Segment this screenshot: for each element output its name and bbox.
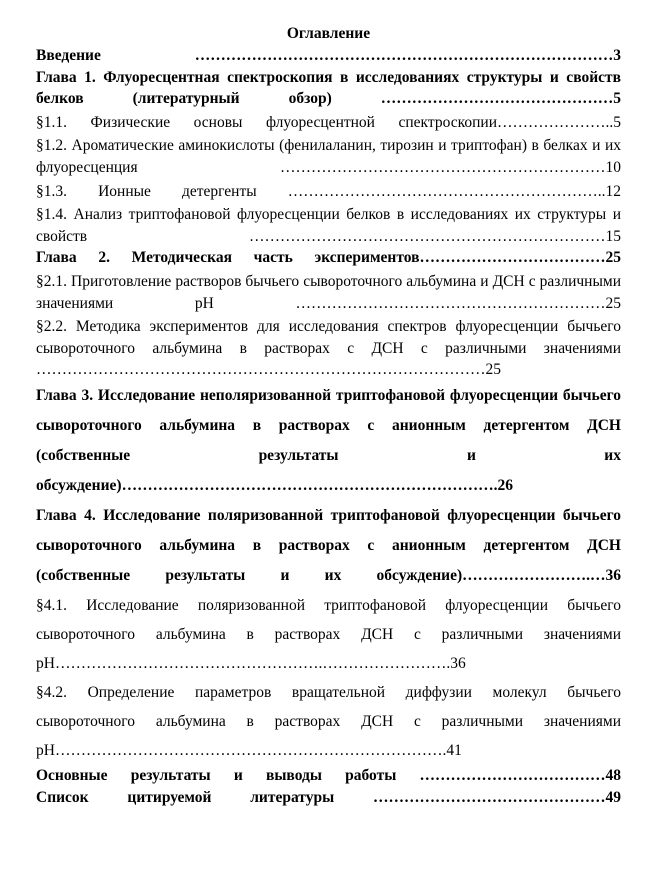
toc-entry-introduction: Введение ………………………………………………………………………3 — [36, 47, 621, 64]
toc-entry-section-1-1: §1.1. Физические основы флуоресцентной спектроскопии…………………..5 — [36, 113, 621, 131]
toc-entry-section-2-2: §2.2. Методика экспериментов для исследования спектров флуоресценции бычьего сывороточного альбумина в растворах с ДСН с различными значениями ……………………………………………………………………………25 — [36, 318, 621, 379]
toc-entry-main-results: Основные результаты и выводы работы ………………………………48 — [36, 766, 621, 784]
toc-entry-chapter-3: Глава 3. Исследование неполяризованной триптофановой флуоресценции бычьего сывороточного альбумина в растворах с анионным детергентом ДСН (собственные результаты и их обсуждение)……………………………………………………………….26 — [36, 386, 621, 494]
toc-entry-section-1-4: §1.4. Анализ триптофановой флуоресценции белков в исследованиях их структуры и свойств ……………………………………………………………15 — [36, 206, 621, 245]
toc-entry-section-4-1: §4.1. Исследование поляризованной триптофановой флуоресценции бычьего сывороточного альбумина в растворах ДСН с различными значениями pH…………………………………………….…………………….36 — [36, 596, 621, 672]
toc-entry-section-1-2: §1.2. Ароматические аминокислоты (фенилаланин, тирозин и триптофан) в белках и их флуоресценция ………………………………………………………10 — [36, 137, 621, 176]
page-title: Оглавление — [286, 25, 371, 42]
toc-entry-chapter-4: Глава 4. Исследование поляризованной триптофановой флуоресценции бычьего сывороточного альбумина в растворах с анионным детергентом ДСН (собственные результаты и их обсуждение)…………………….…36 — [36, 506, 621, 584]
toc-entry-references: Список цитируемой литературы ………………………………………49 — [36, 788, 621, 806]
table-of-contents — [36, 24, 621, 808]
toc-entry-section-4-2: §4.2. Определение параметров вращательной диффузии молекул бычьего сывороточного альбумина в растворах ДСН с различными значениями pH………………………………………………………………….41 — [36, 683, 621, 759]
toc-entry-chapter-2: Глава 2. Методическая часть экспериментов………………………………25 — [36, 249, 621, 267]
toc-entry-section-2-1: §2.1. Приготовление растворов бычьего сывороточного альбумина и ДСН с различными значениями pH ……………………………………………………25 — [36, 272, 621, 312]
toc-entry-section-1-3: §1.3. Ионные детергенты ……………………………………………………..12 — [36, 182, 621, 200]
toc-entry-chapter-1: Глава 1. Флуоресцентная спектроскопия в исследованиях структуры и свойств белков (литературный обзор) ………………………………………5 — [36, 68, 621, 108]
